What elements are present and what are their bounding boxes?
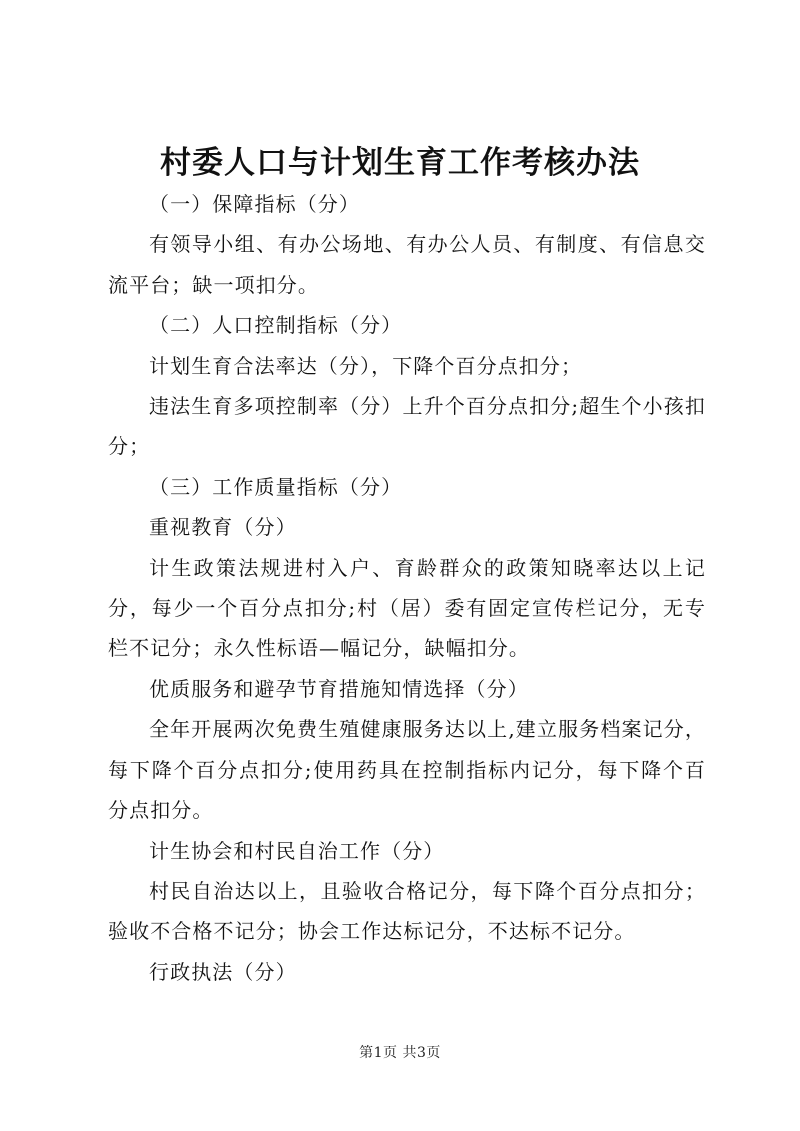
section-heading-population-control: （二）人口控制指标（分） xyxy=(149,313,403,338)
section-heading-guarantee: （一）保障指标（分） xyxy=(149,192,360,216)
document-title: 村委人口与计划生育工作考核办法 xyxy=(160,145,640,181)
paragraph-education-details: 计生政策法规进村入户、育龄群众的政策知晓率达以上记分，每少一个百分点扣分;村（居）委有固定宣传栏记分，无专栏不记分；永久性标语—幅记分，缺幅扣分。 xyxy=(108,555,706,661)
page-number-footer: 第1页 共3页 xyxy=(359,1045,441,1061)
document-body xyxy=(108,184,706,992)
paragraph-quality-service-details: 全年开展两次免费生殖健康服务达以上,建立服务档案记分，每下降个百分点扣分;使用药具在控制指标内记分，每下降个百分点扣分。 xyxy=(108,717,706,823)
paragraph-legal-birth-rate: 计划生育合法率达（分），下降个百分点扣分； xyxy=(149,353,583,378)
paragraph-illegal-birth-control: 违法生育多项控制率（分）上升个百分点扣分;超生个小孩扣分； xyxy=(108,394,706,459)
paragraph-association-autonomy-details: 村民自治达以上，且验收合格记分，每下降个百分点扣分；验收不合格不记分；协会工作达标记分，不达标不记分。 xyxy=(108,878,706,944)
section-heading-work-quality: （三）工作质量指标（分） xyxy=(149,474,403,499)
subsection-heading-association-autonomy: 计生协会和村民自治工作（分） xyxy=(149,838,445,863)
subsection-heading-quality-service: 优质服务和避孕节育措施知情选择（分） xyxy=(149,676,529,701)
subsection-heading-education: 重视教育（分） xyxy=(149,515,297,540)
paragraph-guarantee-details: 有领导小组、有办公场地、有办公人员、有制度、有信息交流平台；缺一项扣分。 xyxy=(108,232,706,297)
subsection-heading-administrative-enforcement: 行政执法（分） xyxy=(149,959,297,984)
